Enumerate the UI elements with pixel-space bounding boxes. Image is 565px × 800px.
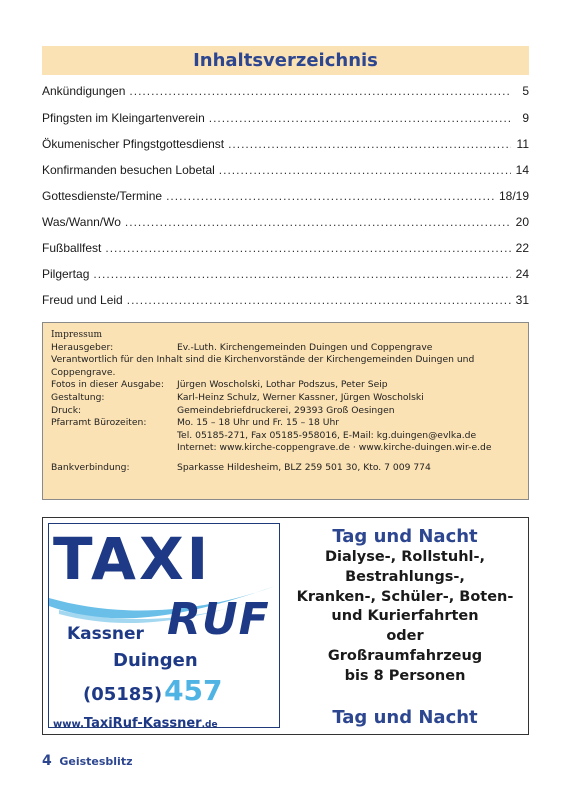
- taxi-company-name: Kassner: [67, 624, 144, 644]
- contact-phone-email[interactable]: Tel. 05185-271, Fax 05185-958016, E-Mail: kg.duingen@evlka.de: [177, 429, 477, 441]
- tagline-top: Tag und Nacht: [332, 526, 478, 547]
- impressum-value: Gemeindebriefdruckerei, 29393 Groß Oesingen: [177, 404, 395, 416]
- spacer: [51, 455, 520, 462]
- impressum-value: Karl-Heinz Schulz, Werner Kassner, Jürgen Woscholski: [177, 391, 424, 403]
- toc-entry-page: 9: [522, 111, 529, 125]
- impressum-key: Druck:: [51, 404, 82, 416]
- phone-number: 457: [164, 674, 223, 707]
- toc-entry-page: 14: [515, 163, 529, 177]
- impressum-heading: Impressum: [51, 330, 103, 340]
- toc-leader-dots: [129, 84, 511, 98]
- toc-entry-page: 5: [522, 84, 529, 98]
- service-line: Bestrahlungs-,: [345, 568, 465, 585]
- taxi-website-link[interactable]: [53, 712, 218, 728]
- service-line: bis 8 Personen: [344, 667, 466, 684]
- taxi-phone[interactable]: [83, 674, 223, 707]
- impressum-key: Gestaltung:: [51, 391, 105, 403]
- impressum-value: Ev.-Luth. Kirchengemeinden Duingen und Coppengrave: [177, 341, 433, 353]
- toc-entry[interactable]: [42, 267, 529, 285]
- toc-entry[interactable]: [42, 137, 529, 155]
- toc-entry[interactable]: [42, 163, 529, 181]
- impressum-bank: [51, 462, 520, 475]
- toc-leader-dots: [209, 111, 511, 125]
- toc-entry-label: Ökumenischer Pfingstgottesdienst: [42, 137, 225, 151]
- service-line: oder: [386, 628, 424, 645]
- taxi-advertisement: [42, 517, 529, 735]
- toc-entry[interactable]: [42, 111, 529, 129]
- taxi-logo-ruf: RUF: [167, 594, 270, 645]
- web-domain: TaxiRuf-Kassner: [83, 716, 202, 728]
- services-list: [283, 548, 527, 687]
- publication-name: Geistesblitz: [59, 755, 133, 768]
- toc-entry-label: Ankündigungen: [42, 84, 126, 98]
- toc-entry-page: 18/19: [498, 189, 529, 203]
- taxi-logo-word: TAXI: [53, 525, 212, 593]
- toc-leader-dots: [127, 293, 511, 307]
- impressum-pfarramt: [51, 417, 520, 455]
- web-suffix: .de: [201, 720, 218, 728]
- tagline-bottom: Tag und Nacht: [332, 707, 478, 728]
- toc-entry-label: Pilgertag: [42, 267, 90, 281]
- toc-entry-label: Freud und Leid: [42, 293, 123, 307]
- contact-websites[interactable]: Internet: www.kirche-coppengrave.de · www.kirche-duingen.wir-e.de: [177, 442, 492, 454]
- toc-entry[interactable]: [42, 215, 529, 233]
- toc-leader-dots: [228, 137, 511, 151]
- taxi-services-panel: [283, 518, 527, 733]
- web-prefix: www.: [53, 719, 84, 728]
- toc-entry-page: 24: [515, 267, 529, 281]
- page-number: 4: [42, 753, 52, 769]
- impressum-value: Jürgen Woscholski, Lothar Podszus, Peter Seip: [177, 379, 388, 391]
- toc-entry-label: Was/Wann/Wo: [42, 215, 121, 229]
- toc-entry[interactable]: [42, 84, 529, 102]
- impressum-key: Fotos in dieser Ausgabe:: [51, 379, 164, 391]
- page-footer: [42, 750, 132, 769]
- service-line: Kranken-, Schüler-, Boten-: [296, 588, 514, 605]
- toc-title: Inhaltsverzeichnis: [193, 50, 378, 71]
- impressum-verantwortlich: Verantwortlich für den Inhalt sind die Kirchenvorstände der Kirchengemeinden Duingen und Coppengrave.: [51, 354, 475, 378]
- toc-entry[interactable]: [42, 293, 529, 311]
- impressum-value: [177, 417, 520, 455]
- toc-leader-dots: [93, 267, 511, 281]
- impressum-key: Pfarramt Bürozeiten:: [51, 417, 147, 429]
- toc-leader-dots: [105, 241, 511, 255]
- toc-leader-dots: [166, 189, 495, 203]
- service-line: und Kurierfahrten: [331, 608, 479, 625]
- impressum-key: Herausgeber:: [51, 341, 114, 353]
- toc-entry-page: 31: [515, 293, 529, 307]
- toc-entry-page: 11: [516, 137, 529, 151]
- office-hours: Mo. 15 – 18 Uhr und Fr. 15 – 18 Uhr: [177, 417, 340, 429]
- toc-leader-dots: [125, 215, 511, 229]
- toc-header: [42, 46, 529, 75]
- toc-entry-page: 20: [515, 215, 529, 229]
- impressum-druck: [51, 405, 520, 418]
- impressum-gestaltung: [51, 392, 520, 405]
- toc-entry[interactable]: [42, 189, 529, 207]
- toc-entry-page: 22: [515, 241, 529, 255]
- phone-area-code: (05185): [83, 684, 163, 705]
- taxi-logo-panel: [48, 523, 280, 728]
- service-line: Dialyse-, Rollstuhl-,: [324, 549, 486, 565]
- toc-entry-label: Fußballfest: [42, 241, 102, 255]
- impressum-fotos: [51, 379, 520, 392]
- impressum-value: Sparkasse Hildesheim, BLZ 259 501 30, Kto. 7 009 774: [177, 461, 431, 473]
- taxi-town: Duingen: [113, 650, 198, 671]
- service-line: Großraumfahrzeug: [327, 647, 483, 664]
- toc-entry-label: Gottesdienste/Termine: [42, 189, 163, 203]
- impressum-key: Bankverbindung:: [51, 461, 130, 473]
- impressum-herausgeber: [51, 342, 520, 355]
- toc-entry-label: Pfingsten im Kleingartenverein: [42, 111, 205, 125]
- toc-entry[interactable]: [42, 241, 529, 259]
- toc-entry-label: Konfirmanden besuchen Lobetal: [42, 163, 215, 177]
- toc-leader-dots: [219, 163, 511, 177]
- impressum-box: [42, 322, 529, 500]
